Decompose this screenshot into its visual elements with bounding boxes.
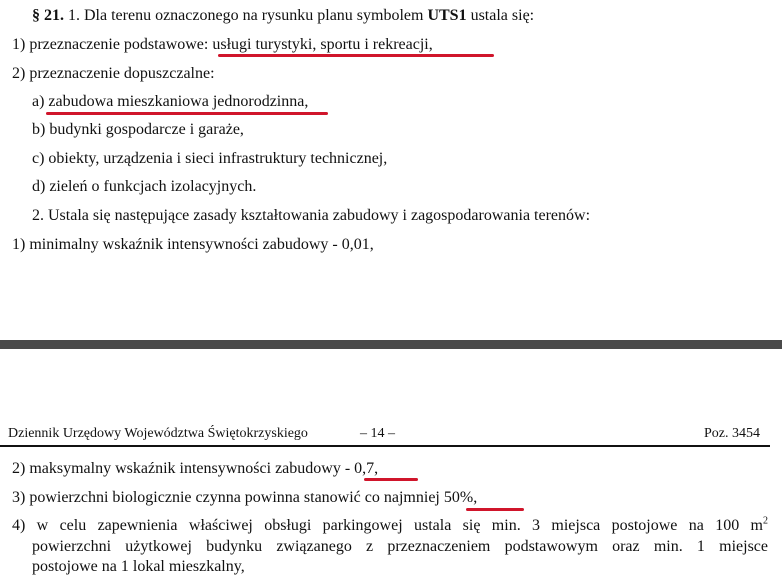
position-number: Poz. 3454 — [704, 426, 760, 441]
item-1-label: 1) przeznaczenie podstawowe: — [12, 36, 209, 53]
heading-text: 1. Dla terenu oznaczonego na rysunku planu symbolem — [68, 7, 424, 24]
sub-item-b: b) budynki gospodarcze i garaże, — [32, 121, 244, 138]
rule-3-label: 3) powierzchni biologicznie czynna powinna stanowić co najmniej — [12, 489, 440, 506]
journal-title: Dziennik Urzędowy Województwa Świętokrzyskiego — [8, 426, 308, 441]
highlight-underline-3 — [364, 478, 418, 481]
rule-2-label: 2) maksymalny wskaźnik intensywności zabudowy — [12, 460, 341, 477]
point-2: 2. Ustala się następujące zasady kształtowania zabudowy i zagospodarowania terenów: — [32, 207, 591, 224]
item-2: 2) przeznaczenie dopuszczalne: — [12, 65, 215, 82]
section-heading — [32, 6, 534, 26]
rule-4-line-2: powierzchni użytkowej budynku związanego z przeznaczeniem podstawowym oraz min. 1 miejsce — [32, 538, 768, 555]
rule-4-line-3: postojowe na 1 lokal mieszkalny, — [32, 558, 245, 575]
rule-1: 1) minimalny wskaźnik intensywności zabudowy - 0,01, — [12, 236, 374, 253]
highlight-underline-1 — [218, 54, 494, 57]
item-1-value: usługi turystyki, sportu i rekreacji, — [212, 36, 433, 53]
superscript-2: 2 — [763, 515, 768, 527]
page-separator — [0, 340, 782, 349]
section-number: § 21. — [32, 7, 64, 24]
rule-3 — [12, 488, 477, 508]
zone-symbol: UTS1 — [427, 7, 467, 24]
heading-suffix: ustala się: — [470, 7, 535, 24]
item-1 — [12, 35, 433, 55]
rule-2 — [12, 459, 378, 479]
rule-4-text-1: 4) w celu zapewnienia właściwej obsługi parkingowej ustala się min. 3 miejsca postojowe na 100 m — [12, 517, 763, 534]
highlight-underline-2 — [46, 112, 328, 115]
sub-item-a: a) zabudowa mieszkaniowa jednorodzinna, — [32, 93, 309, 110]
highlight-underline-4 — [466, 508, 524, 511]
header-rule — [0, 445, 770, 447]
rule-3-value: 50%, — [443, 489, 478, 506]
page-number: – 14 – — [360, 426, 395, 441]
rule-4-line-1 — [12, 516, 768, 536]
sub-item-d: d) zieleń o funkcjach izolacyjnych. — [32, 178, 257, 195]
sub-item-c: c) obiekty, urządzenia i sieci infrastruktury technicznej, — [32, 150, 388, 167]
rule-2-value: - 0,7, — [344, 460, 379, 477]
